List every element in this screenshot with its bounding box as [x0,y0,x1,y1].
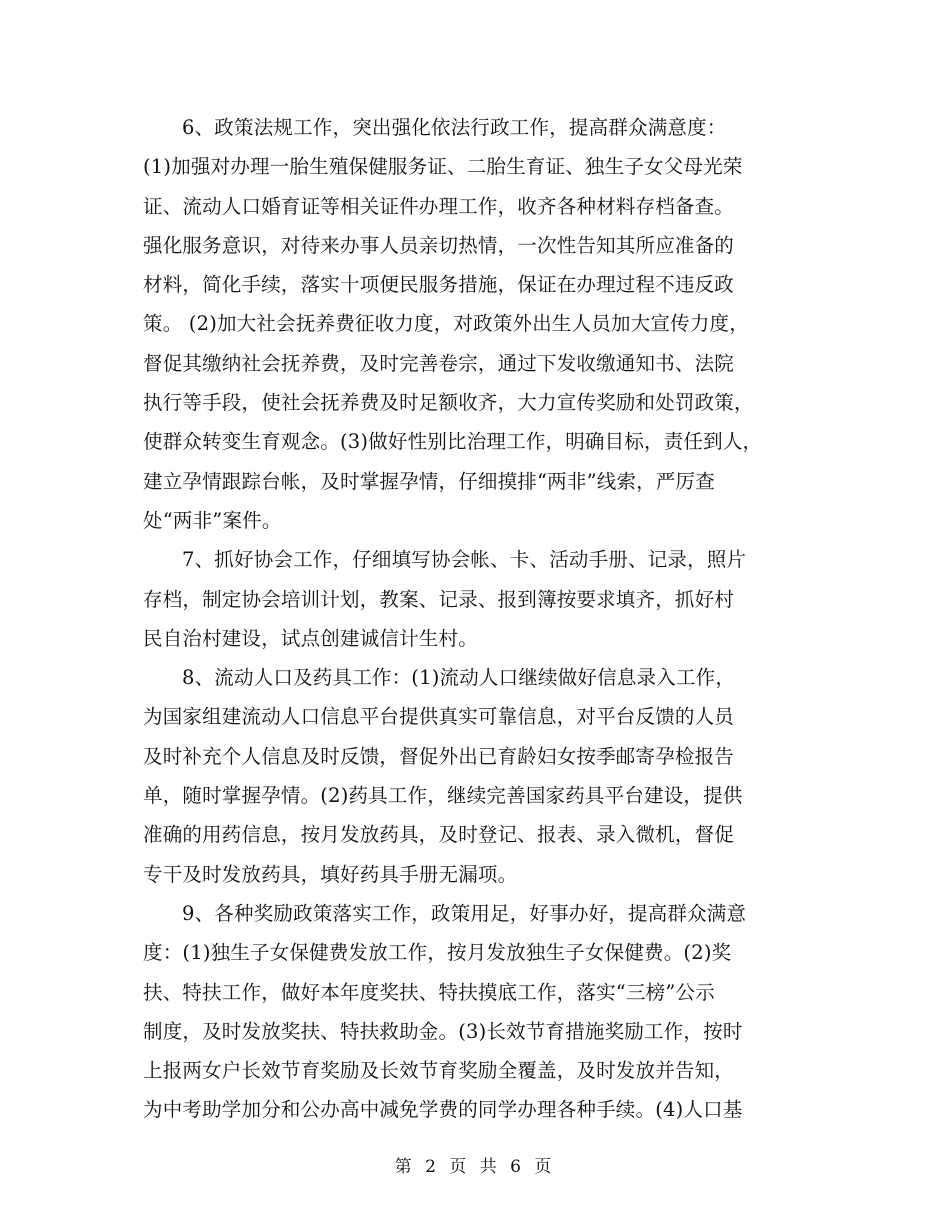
paragraph-line: 民自治村建设，试点创建诚信计生村。 [143,626,478,650]
paragraph-line: 7、抓好协会工作，仔细填写协会帐、卡、活动手册、记录，照片 [182,548,747,572]
paragraph-line: 扶、特扶工作，做好本年度奖扶、特扶摸底工作，落实“三榜”公示 [143,980,715,1004]
paragraph-line: 专干及时发放药具，填好药具手册无漏项。 [143,862,518,886]
paragraph-line: 策。 (2)加大社会抚养费征收力度，对政策外出生人员加大宣传力度， [143,312,749,336]
paragraph-line: 上报两女户长效节育奖励及长效节育奖励全覆盖，及时发放并告知， [143,1059,735,1083]
page-number-footer: 第 2 页 共 6 页 [394,1157,556,1177]
paragraph-line: 制度，及时发放奖扶、特扶救助金。(3)长效节育措施奖励工作，按时 [143,1019,743,1043]
paragraph-line: 6、政策法规工作，突出强化依法行政工作，提高群众满意度： [182,116,727,139]
paragraph-line: 执行等手段，使社会抚养费及时足额收齐，大力宣传奖励和处罚政策， [143,391,754,415]
document-body [143,108,818,1130]
paragraph-line: 及时补充个人信息及时反馈，督促外出已育龄妇女按季邮寄孕检报告 [143,744,735,768]
paragraph-line: (1)加强对办理一胎生殖保健服务证、二胎生育证、独生子女父母光荣 [143,155,743,179]
paragraph-line: 使群众转变生育观念。(3)做好性别比治理工作，明确目标，责任到人， [143,430,763,454]
paragraph-line: 建立孕情跟踪台帐，及时掌握孕情，仔细摸排“两非”线索，严厉查 [143,469,715,493]
paragraph-line: 强化服务意识，对待来办事人员亲切热情，一次性告知其所应准备的 [143,233,735,257]
paragraph-line: 存档，制定协会培训计划，教案、记录、报到簿按要求填齐，抓好村 [143,587,735,611]
paragraph-line: 证、流动人口婚育证等相关证件办理工作，收齐各种材料存档备查。 [143,194,735,218]
paragraph-line: 9、各种奖励政策落实工作，政策用足，好事办好，提高群众满意 [182,901,747,925]
paragraph-line: 为国家组建流动人口信息平台提供真实可靠信息，对平台反馈的人员 [143,705,735,729]
paragraph-line: 准确的用药信息，按月发放药具，及时登记、报表、录入微机，督促 [143,823,735,847]
paragraph-line: 单，随时掌握孕情。(2)药具工作，继续完善国家药具平台建设，提供 [143,784,743,808]
paragraph-line: 8、流动人口及药具工作：(1)流动人口继续做好信息录入工作， [182,666,736,690]
paragraph-line: 度：(1)独生子女保健费发放工作，按月发放独生子女保健费。(2)奖 [143,941,732,965]
paragraph-line: 处“两非”案件。 [143,508,282,532]
paragraph-line: 督促其缴纳社会抚养费，及时完善卷宗，通过下发收缴通知书、法院 [143,351,735,375]
paragraph-line: 材料，简化手续，落实十项便民服务措施，保证在办理过程不违反政 [143,273,735,297]
paragraph-line: 为中考助学加分和公办高中减免学费的同学办理各种手续。(4)人口基 [143,1098,743,1122]
